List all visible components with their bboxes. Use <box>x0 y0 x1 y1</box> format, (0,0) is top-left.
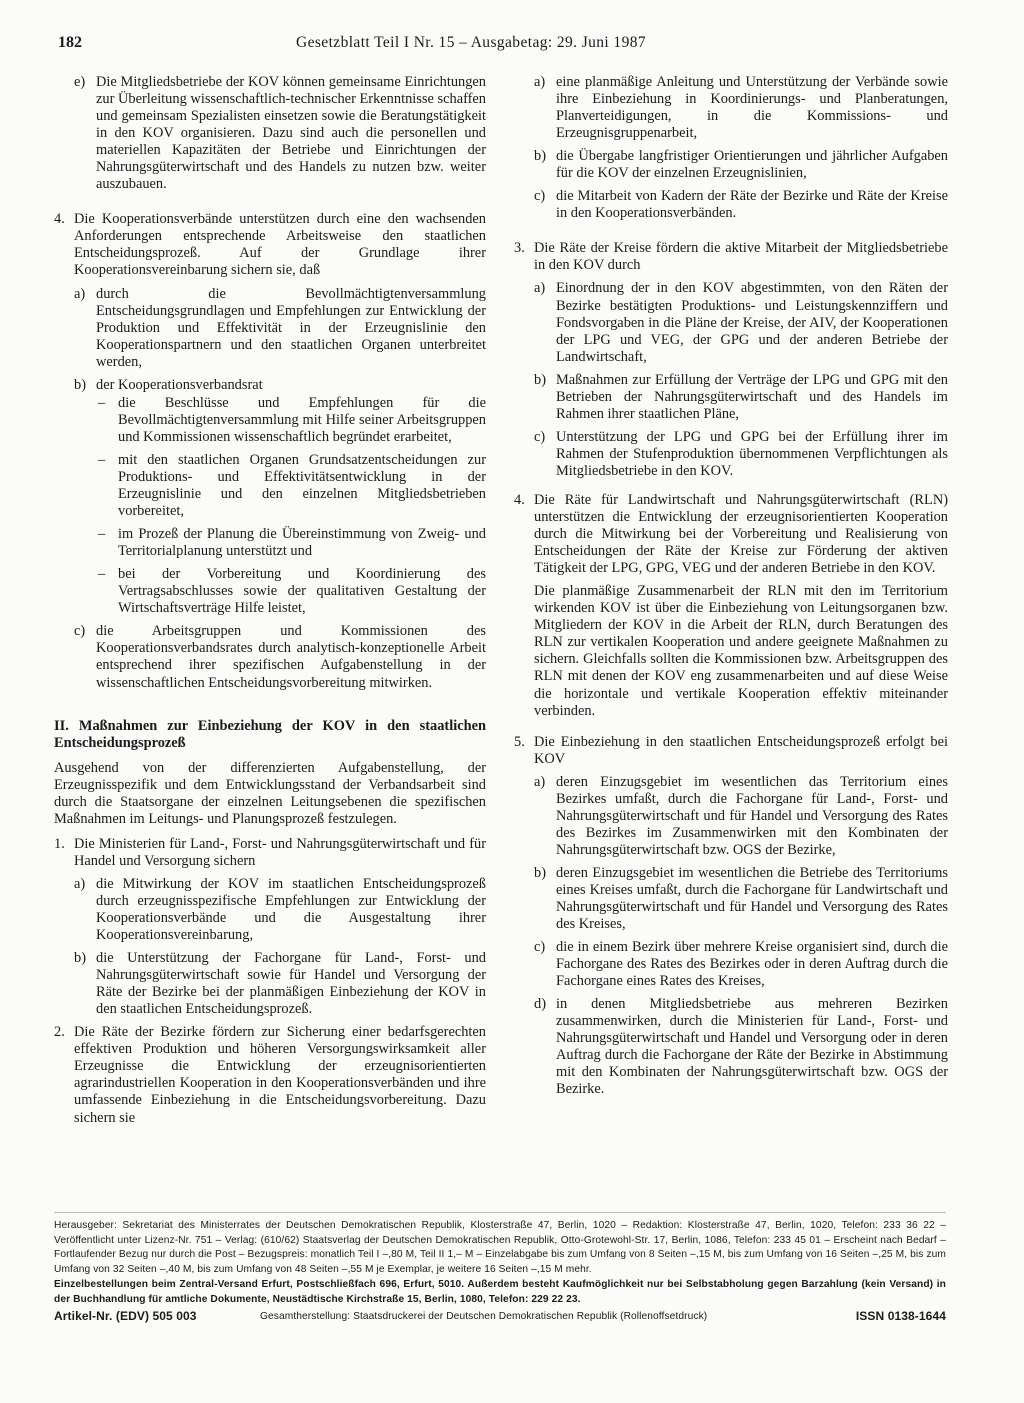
left-column <box>54 74 486 1133</box>
item-label: 3. <box>514 240 525 257</box>
item-text: Die Ministerien für Land-, Forst- und Nahrungsgüterwirtschaft und für Handel und Versorgung sichern <box>74 835 486 869</box>
list-item-c <box>514 429 948 480</box>
item-text: Unterstützung der LPG und GPG bei der Erfüllung ihrer im Rahmen der Stufenproduktion übernommenen Verpflichtungen als Mitgliedsbetriebe in den KOV. <box>556 428 948 479</box>
imprint-bottom-row <box>54 1309 946 1325</box>
list-item-a <box>514 280 948 365</box>
list-item-b <box>54 950 486 1018</box>
dash-item <box>54 566 486 617</box>
item-text: Die Räte für Landwirtschaft und Nahrungsgüterwirtschaft (RLN) unterstützen die Entwicklung der erzeugnisorientierten Kooperation durch die Mitwirkung bei der Vorbereitung und Realisierung von Entscheidungen der Räte der Kreise zur Förderung der aktiven Tätigkeit der LPG, GPG, VEG und der anderen Betriebe in den KOV. <box>534 491 948 577</box>
item-text: die Arbeitsgruppen und Kommissionen des Kooperationsverbandsrates durch analytisch-konzeptionelle Arbeit entsprechend ihrer spezifischen Aufgabenstellung in der wissenschaftlichen Entscheidungsvorbereitung mitwirken. <box>96 623 486 691</box>
list-item-a <box>54 286 486 371</box>
item-text: Die Mitgliedsbetriebe der KOV können gemeinsame Einrichtungen zur Überleitung wissenschaftlich-technischer Erkenntnisse schaffen und gemeinsam Spezialisten einsetzen sowie die Beratungstätigkeit in den KOV organisieren. Dazu sind auch die personellen und materiellen Kapazitäten der Betriebe und Einrichtungen der Nahrungsgüterwirtschaft und des Handels zu nutzen bzw. weiter auszubauen. <box>96 74 486 193</box>
list-item-c <box>514 939 948 990</box>
item-label: a) <box>534 74 546 90</box>
dash-mark: – <box>98 566 106 583</box>
issn: ISSN 0138-1644 <box>855 1309 946 1324</box>
section-intro: Ausgehend von der differenzierten Aufgabenstellung, der Erzeugnisspezifik und dem Entwicklungsstand der Verbandsarbeit sind durch die Staatsorgane der einzelnen Leitungsebenen die spezifischen Maßnahmen im Leitungs- und Planungsprozeß festzulegen. <box>54 759 486 827</box>
imprint <box>54 1219 946 1325</box>
dash-item <box>54 452 486 520</box>
dash-text: im Prozeß der Planung die Übereinstimmung von Zweig- und Territorialplanung unterstützt und <box>118 526 486 560</box>
list-item-d <box>514 996 948 1098</box>
item-text: die Mitwirkung der KOV im staatlichen Entscheidungsprozeß durch erzeugnisspezifische Empfehlungen zur Entwicklung der Kooperationsverbände und die Ausgestaltung ihrer Kooperationsvereinbarung, <box>96 875 486 944</box>
item-label: a) <box>74 285 86 302</box>
list-item-c <box>54 623 486 691</box>
list-item-b <box>514 372 948 423</box>
dash-mark: – <box>98 451 106 468</box>
item-text: durch die Bevollmächtigtenversammlung Entscheidungsgrundlagen und Empfehlungen zur Entwicklung der Produktion und Effektivität in der Erzeugnislinie den Kooperationspartnern und den staatlichen Organen unterbreitet werden, <box>96 285 486 370</box>
item-text: Die Räte der Bezirke fördern zur Sicherung einer bedarfsgerechten effektiven Produktion und höheren Versorgungswirksamkeit aller Erzeugnisse die Entwicklung der erzeugnisorientierten agrarindustriellen Kooperation in den Kooperationsverbänden und ihre umfassende Einbeziehung in die Entscheidungsvorbereitung. Dazu sichern sie <box>74 1024 486 1126</box>
item-text: deren Einzugsgebiet im wesentlichen die Betriebe des Territoriums eines Kreises umfaßt, durch die Fachorgane für Landwirtschaft und Nahrungsgüterwirtschaft und für Handel und Versorgung des Rates des Kreises, <box>556 864 948 933</box>
paragraph: Die planmäßige Zusammenarbeit der RLN mit den im Territorium wirkenden KOV ist über die Einbeziehung von Leitungsorganen bzw. Mitgliedern der KOV in die Arbeit der RLN, durch Beratungen des RLN zur vertikalen Kooperation und andere geeignete Maßnahmen zu sichern. Gleichfalls sollten die Kommissionen bzw. Arbeitsgruppen des RLN mit denen der KOV eng zusammenarbeiten und auf diese Weise die horizontale und vertikale Kooperation effektiv miteinander verbinden. <box>534 583 948 719</box>
item-label: e) <box>74 74 86 90</box>
numbered-item-3 <box>514 240 948 274</box>
dash-mark: – <box>98 526 106 543</box>
list-item-e <box>54 74 486 193</box>
item-label: c) <box>534 939 546 956</box>
item-text: der Kooperationsverbandsrat <box>96 376 263 393</box>
item-label: a) <box>74 875 86 892</box>
list-item-b <box>514 148 948 182</box>
printing-note: Gesamtherstellung: Staatsdruckerei der Deutschen Demokratischen Republik (Rollenoffsetdruck) <box>260 1311 708 1323</box>
article-number: Artikel-Nr. (EDV) 505 003 <box>54 1309 197 1324</box>
dash-text: die Beschlüsse und Empfehlungen für die Bevollmächtigtenversammlung mit Hilfe seiner Arbeitsgruppen und Kommissionen wissenschaftlich begründet erarbeitet, <box>118 394 486 445</box>
list-item-a <box>514 774 948 859</box>
list-item-a <box>54 876 486 944</box>
item-label: 2. <box>54 1024 65 1041</box>
item-label: b) <box>534 371 546 388</box>
dash-item <box>54 395 486 446</box>
imprint-orders: Einzelbestellungen beim Zentral-Versand Erfurt, Postschließfach 696, Erfurt, 5010. Außerdem besteht Kaufmöglichkeit nur bei Selbstabholung gegen Barzahlung (kein Versand) in der Buchhandlung für amtliche Dokumente, Neustädtische Kirchstraße 15, Berlin, 1080, Telefon: 229 22 23. <box>54 1278 946 1305</box>
item-text: deren Einzugsgebiet im wesentlichen das Territorium eines Bezirkes umfaßt, durch die Fachorgane für Land-, Forst- und Nahrungsgüterwirtschaft und für Handel und Versorgung des Rates des Bezirkes im Zusammenwirken mit den Kombinaten der Nahrungsgüterwirtschaft bzw. OGS der Bezirke, <box>556 773 948 858</box>
item-label: 5. <box>514 733 525 750</box>
item-text: Die Kooperationsverbände unterstützen durch eine den wachsenden Anforderungen entsprechende Arbeitsweise den staatlichen Entscheidungsprozeß. Auf der Grundlage ihrer Kooperationsvereinbarung sichern sie, daß <box>74 211 486 279</box>
item-label: 1. <box>54 835 65 852</box>
dash-text: bei der Vorbereitung und Koordinierung des Vertragsabschlusses sowie der qualitativen Gestaltung der Wirtschaftsverträge Hilfe leistet, <box>118 566 486 617</box>
item-label: 4. <box>514 491 525 508</box>
item-text: die Übergabe langfristiger Orientierungen und jährlicher Aufgaben für die KOV der einzelnen Erzeugnislinien, <box>556 148 948 182</box>
item-label: c) <box>74 623 86 640</box>
page-number: 182 <box>58 34 82 51</box>
item-label: 4. <box>54 211 65 228</box>
dash-mark: – <box>98 394 106 411</box>
item-label: a) <box>534 773 546 790</box>
list-item-b <box>54 377 486 618</box>
item-text: Einordnung der in den KOV abgestimmten, von den Räten der Bezirke bestätigten Produktions- und Leistungskennziffern und Fondsvorgaben in die Pläne der Kreise, der AIV, der Kooperationen der LPG und VEG, der GPG und der anderen Betriebe der Landwirtschaft, <box>556 280 948 365</box>
item-text: Die Räte der Kreise fördern die aktive Mitarbeit der Mitgliedsbetriebe in den KOV durch <box>534 240 948 274</box>
numbered-item-4 <box>514 492 948 577</box>
header-title: Gesetzblatt Teil I Nr. 15 – Ausgabetag: 29. Juni 1987 <box>296 34 647 51</box>
dash-item <box>54 526 486 560</box>
item-label: b) <box>74 376 86 393</box>
item-text: Maßnahmen zur Erfüllung der Verträge der LPG und GPG mit den Betrieben der Nahrungsgüterwirtschaft und des Handels im Rahmen ihrer staatlichen Pläne, <box>556 371 948 422</box>
numbered-item-1 <box>54 836 486 870</box>
item-text: die Unterstützung der Fachorgane für Land-, Forst- und Nahrungsgüterwirtschaft sowie für Handel und Versorgung der Räte der Bezirke bei der planmäßigen Einbeziehung der KOV in den staatlichen Entscheidungsprozeß. <box>96 950 486 1018</box>
dash-text: mit den staatlichen Organen Grundsatzentscheidungen zur Produktions- und Effektivitätsentwicklung in der Erzeugnislinie und den einzelnen Mitgliedsbetrieben vorbereitet, <box>118 451 486 520</box>
item-label: d) <box>534 996 546 1013</box>
item-label: b) <box>534 148 546 165</box>
list-item-b <box>514 865 948 933</box>
numbered-item-4 <box>54 211 486 279</box>
right-column <box>514 74 948 1105</box>
item-label: a) <box>534 280 546 297</box>
item-label: b) <box>74 950 86 967</box>
page-header <box>58 34 950 60</box>
list-item-c <box>514 188 948 222</box>
item-label: c) <box>534 188 546 205</box>
item-text: die Mitarbeit von Kadern der Räte der Bezirke und Räte der Kreise in den Kooperationsverbänden. <box>556 188 948 222</box>
item-text: Die Einbeziehung in den staatlichen Entscheidungsprozeß erfolgt bei KOV <box>534 733 948 767</box>
item-label: c) <box>534 428 546 445</box>
item-text: die in einem Bezirk über mehrere Kreise organisiert sind, durch die Fachorgane des Rates des Bezirkes oder in deren Auftrag durch die Fachorgane eines Rates des Kreises, <box>556 939 948 990</box>
item-text: eine planmäßige Anleitung und Unterstützung der Verbände sowie ihre Einbeziehung in Koordinierungs- und Planberatungen, Planverteidigungen, in die Kommissions- und Erzeugnisgruppenarbeit, <box>556 74 948 142</box>
imprint-publisher: Herausgeber: Sekretariat des Ministerrates der Deutschen Demokratischen Republik, Klosterstraße 47, Berlin, 1020 – Redaktion: Klosterstraße 47, Berlin, 1020, Telefon: 233 36 22 – Veröffentlicht unter Lizenz-Nr. 751 – Verlag: (610/62) Staatsverlag der Deutschen Demokratischen Republik, Otto-Grotewohl-Str. 17, Berlin, 1086, Telefon: 233 45 01 – Erscheint nach Bedarf – Fortlaufender Bezug nur durch die Post – Bezugspreis: monatlich Teil I –,80 M, Teil II 1,– M – Einzelabgabe bis zum Umfang von 8 Seiten –,15 M, bis zum Umfang von 16 Seiten –,25 M, bis zum Umfang von 32 Seiten –,40 M, bis zum Umfang von 48 Seiten –,55 M je Exemplar, je weitere 16 Seiten –,15 M mehr. <box>54 1220 946 1276</box>
item-label: b) <box>534 864 546 881</box>
footer-rule <box>54 1212 946 1213</box>
item-text: in denen Mitgliedsbetriebe aus mehreren Bezirken zusammenwirken, durch die Ministerien für Land-, Forst- und Nahrungsgüterwirtschaft und Handel und Versorgung oder in deren Auftrag durch die Fachorgane der Räte der Bezirke in Abstimmung mit den Kombinaten der Nahrungsgüterwirtschaft bzw. OGS der Bezirke. <box>556 996 948 1098</box>
numbered-item-2 <box>54 1024 486 1126</box>
section-heading: II. Maßnahmen zur Einbeziehung der KOV in den staatlichen Entscheidungsprozeß <box>54 717 486 751</box>
list-item-a <box>514 74 948 142</box>
numbered-item-5 <box>514 734 948 768</box>
